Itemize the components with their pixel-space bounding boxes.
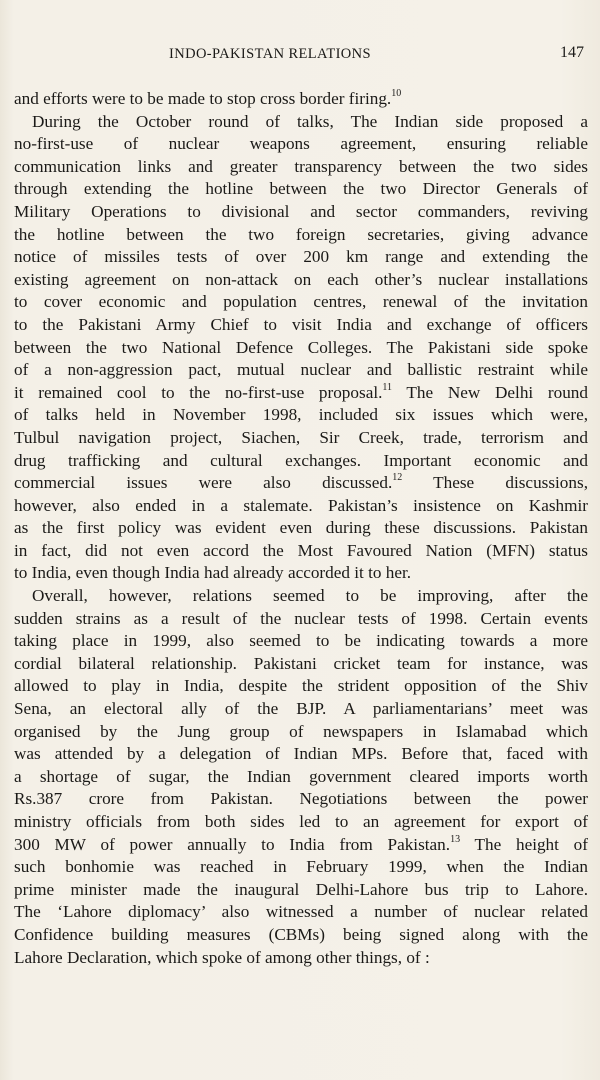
page-number: 147 — [560, 44, 584, 61]
text-line — [14, 540, 588, 563]
text-line — [14, 246, 588, 269]
text-line — [14, 201, 588, 224]
text-line — [14, 337, 588, 360]
line-text: to India, even though India had already accorded it to her. — [14, 563, 412, 583]
text-line — [14, 608, 588, 631]
body-text — [14, 88, 588, 969]
line-text: a shortage of sugar, the Indian government cleared imports worth — [14, 766, 588, 786]
footnote-marker: 11 — [382, 381, 393, 393]
text-line — [14, 834, 588, 857]
text-line — [14, 427, 588, 450]
text-line — [14, 585, 588, 608]
line-text: Rs.387 crore from Pakistan. Negotiations between the power — [14, 789, 588, 809]
line-text: notice of missiles tests of over 200 km range and extending the — [14, 247, 588, 267]
text-line — [14, 88, 588, 111]
text-line — [14, 450, 588, 473]
line-text: ministry officials from both sides led to an agreement for export of — [14, 812, 588, 831]
text-line — [14, 178, 588, 201]
line-text: Tulbul navigation project, Siachen, Sir Creek, trade, terrorism and — [14, 427, 588, 447]
text-line — [14, 359, 588, 382]
line-text: in fact, did not even accord the Most Favoured Nation (MFN) status — [14, 540, 588, 560]
line-text: During the October round of talks, The Indian side proposed a — [32, 111, 588, 131]
line-text: and efforts were to be made to stop cross border firing. — [14, 89, 392, 108]
text-line — [14, 924, 588, 947]
text-line — [14, 382, 588, 405]
footnote-marker: 13 — [450, 833, 461, 845]
text-line — [14, 156, 588, 179]
text-line — [14, 698, 588, 721]
text-line — [14, 675, 588, 698]
line-text: it remained cool to the no-first-use proposal. — [14, 382, 383, 402]
line-text: The ‘Lahore diplomacy’ also witnessed a number of nuclear related — [14, 902, 588, 922]
line-text-continued: The New Delhi round — [392, 382, 588, 402]
text-line — [14, 224, 588, 247]
line-text: Lahore Declaration, which spoke of among other things, of : — [14, 947, 430, 967]
line-text: organised by the Jung group of newspapers in Islamabad which — [14, 721, 588, 741]
line-text-continued: The height of — [460, 834, 588, 854]
text-line — [14, 901, 588, 924]
line-text: Overall, however, relations seemed to be improving, after the — [32, 586, 588, 606]
line-text: no-first-use of nuclear weapons agreement, ensuring reliable — [14, 134, 588, 154]
line-text-continued: These discussions, — [402, 473, 588, 493]
text-line — [14, 133, 588, 156]
line-text: to the Pakistani Army Chief to visit India and exchange of officers — [14, 314, 588, 334]
line-text: drug trafficking and cultural exchanges. Important economic and — [14, 450, 588, 470]
text-line — [14, 472, 588, 495]
footnote-marker: 12 — [392, 472, 403, 484]
text-line — [14, 291, 588, 314]
line-text: existing agreement on non-attack on each other’s nuclear installations — [14, 269, 588, 289]
line-text: through extending the hotline between the two Director Generals of — [14, 179, 588, 199]
line-text: Military Operations to divisional and sector commanders, reviving — [14, 201, 588, 221]
line-text: Confidence building measures (CBMs) being signed along with the — [14, 924, 588, 944]
footnote-marker: 10 — [391, 88, 402, 100]
text-line — [14, 766, 588, 789]
text-line — [14, 269, 588, 292]
line-text: cordial bilateral relationship. Pakistani cricket team for instance, was — [14, 653, 588, 673]
text-line — [14, 517, 588, 540]
line-text: to cover economic and population centres, renewal of the invitation — [14, 292, 588, 312]
text-line — [14, 630, 588, 653]
text-line — [14, 562, 588, 585]
line-text: between the two National Defence Colleges. The Pakistani side spoke — [14, 337, 588, 357]
line-text: commercial issues were also discussed. — [14, 473, 393, 493]
text-line — [14, 495, 588, 518]
text-line — [14, 811, 588, 834]
text-line — [14, 314, 588, 337]
line-text: such bonhomie was reached in February 1999, when the Indian — [14, 857, 588, 877]
running-head: INDO-PAKISTAN RELATIONS — [168, 46, 372, 62]
line-text: 300 MW of power annually to India from Pakistan. — [14, 834, 451, 854]
line-text: was attended by a delegation of Indian MPs. Before that, faced with — [14, 744, 588, 764]
page-header — [0, 46, 600, 68]
text-line — [14, 788, 588, 811]
line-text: of talks held in November 1998, included six issues which were, — [14, 405, 588, 425]
line-text: taking place in 1999, also seemed to be indicating towards a more — [14, 631, 588, 651]
line-text: allowed to play in India, despite the strident opposition of the Shiv — [14, 676, 588, 696]
line-text: communication links and greater transparency between the two sides — [14, 156, 588, 176]
text-line — [14, 743, 588, 766]
line-text: sudden strains as a result of the nuclear tests of 1998. Certain events — [14, 608, 588, 628]
line-text: prime minister made the inaugural Delhi-Lahore bus trip to Lahore. — [14, 879, 588, 899]
text-line — [14, 653, 588, 676]
line-text: the hotline between the two foreign secretaries, giving advance — [14, 224, 588, 244]
text-line — [14, 879, 588, 902]
line-text: as the first policy was evident even during these discussions. Pakistan — [14, 518, 588, 538]
text-line — [14, 111, 588, 134]
text-line — [14, 404, 588, 427]
line-text: Sena, an electoral ally of the BJP. A parliamentarians’ meet was — [14, 699, 588, 719]
text-line — [14, 947, 588, 970]
text-line — [14, 721, 588, 744]
text-line — [14, 856, 588, 879]
line-text: of a non-aggression pact, mutual nuclear and ballistic restraint while — [14, 360, 588, 380]
line-text: however, also ended in a stalemate. Pakistan’s insistence on Kashmir — [14, 495, 588, 515]
